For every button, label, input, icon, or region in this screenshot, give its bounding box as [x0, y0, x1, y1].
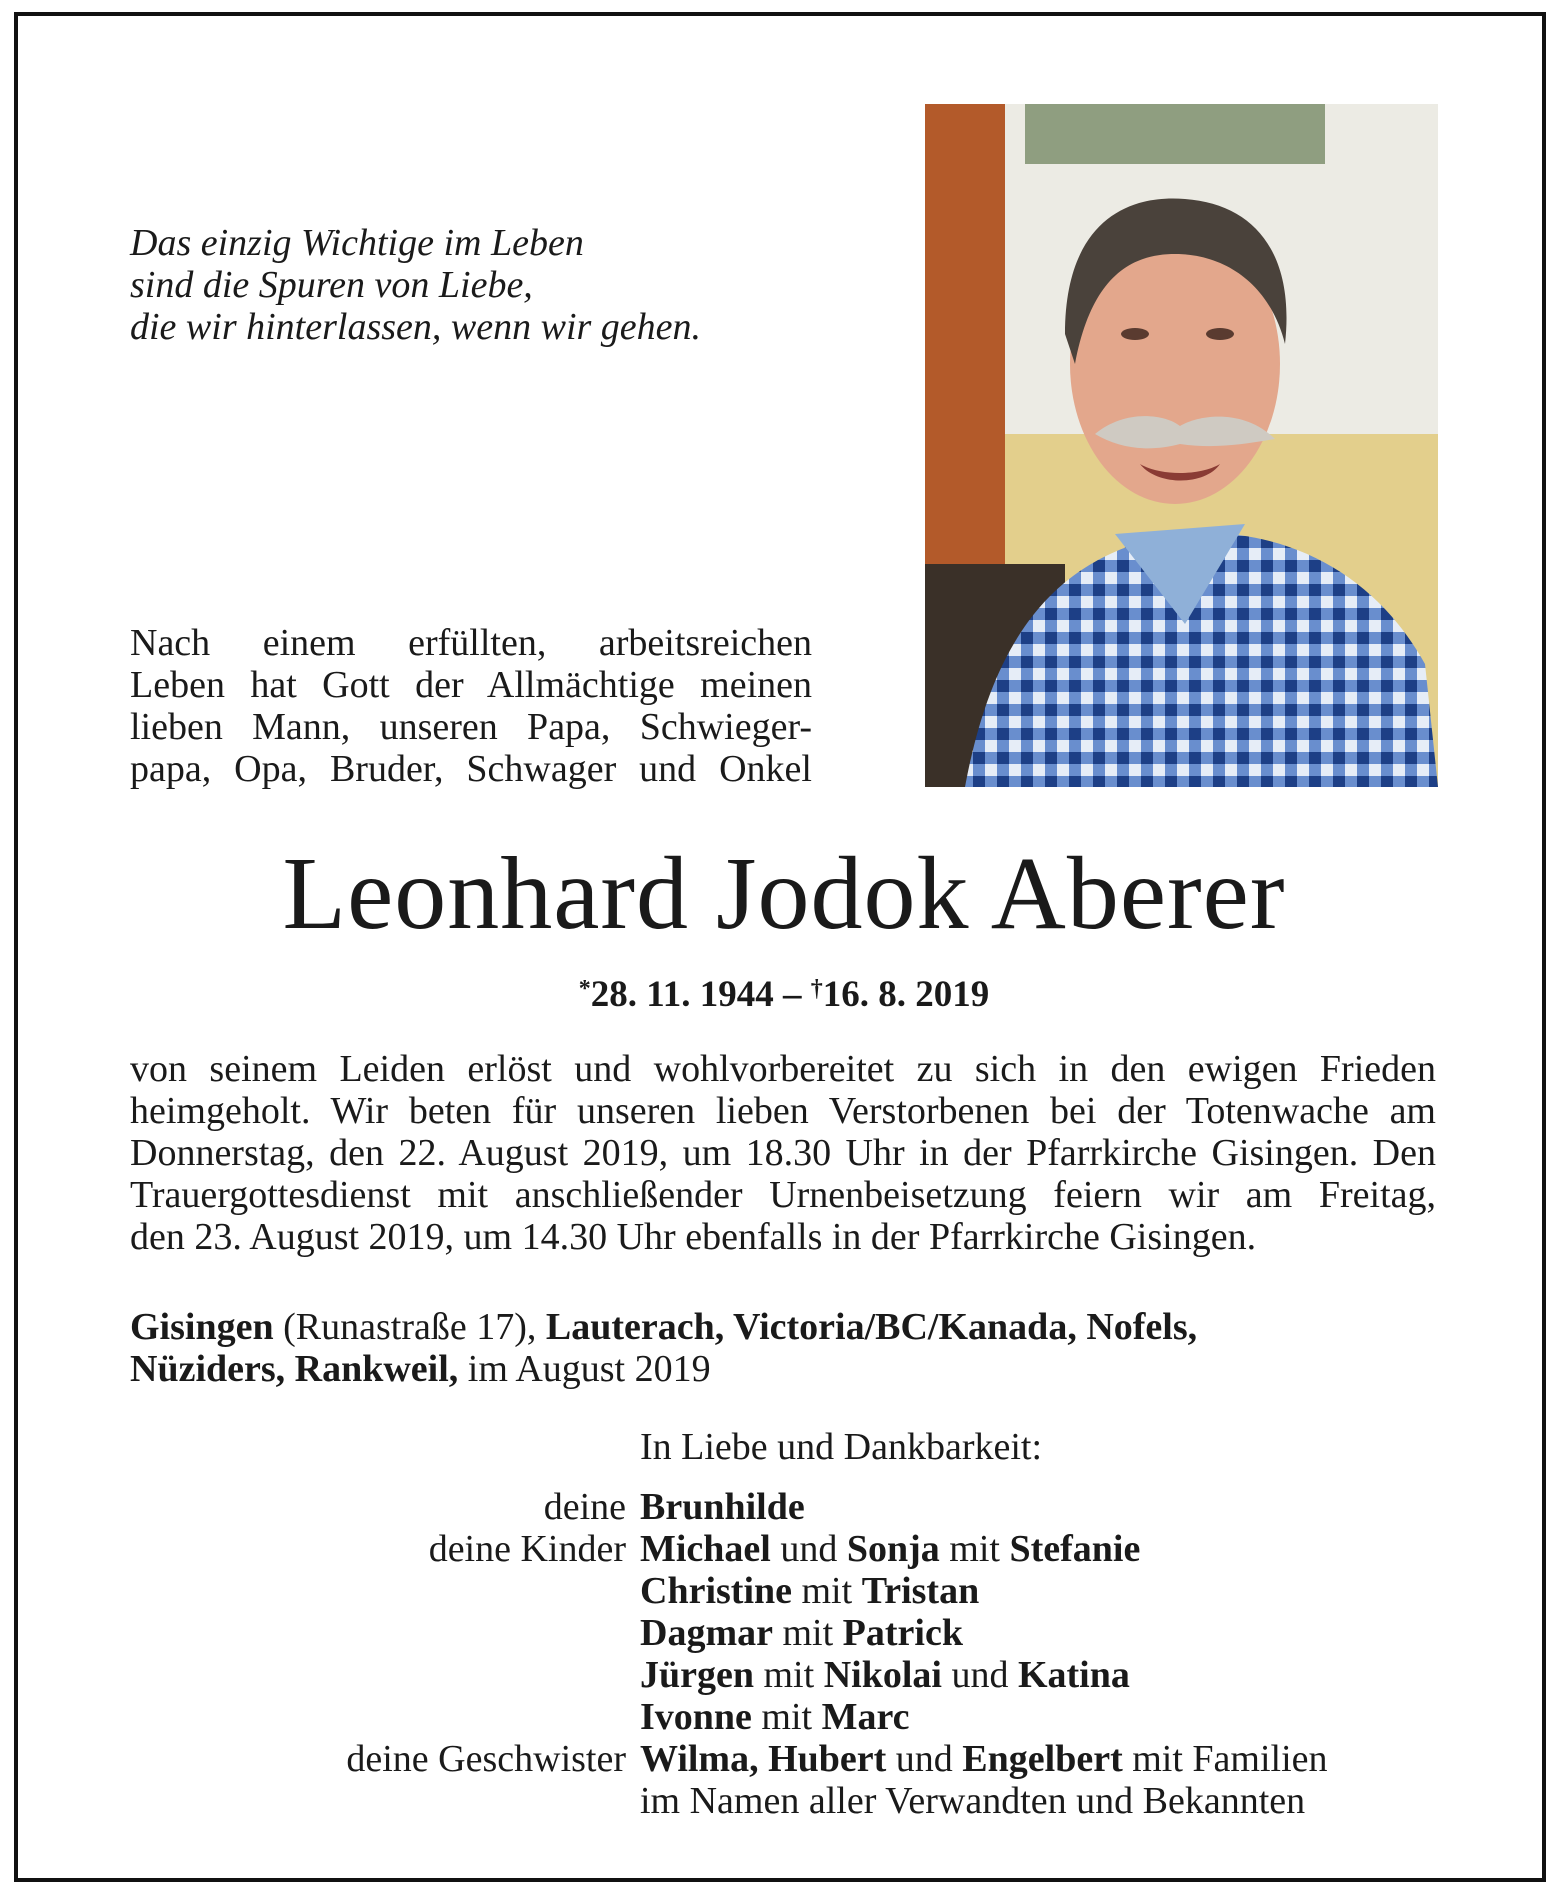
child-name: Ivonne	[640, 1696, 752, 1738]
intro-line: Nach einem erfüllten, arbeitsreichen	[130, 622, 812, 664]
grandchild-name: Nikolai	[823, 1654, 942, 1696]
place-address: (Runastraße 17),	[273, 1306, 546, 1348]
sibling-names: Wilma, Hubert	[640, 1738, 887, 1780]
signature-closing: im Namen aller Verwandten und Bekannten	[640, 1780, 1306, 1822]
intro-line: lieben Mann, unseren Papa, Schwieger-	[130, 706, 812, 748]
portrait-photo	[925, 104, 1438, 787]
grandchild-name: Stefanie	[1009, 1528, 1141, 1570]
places-list-2: Nüziders, Rankweil,	[130, 1348, 459, 1390]
birth-symbol: *	[578, 976, 591, 1002]
quote-line: sind die Spuren von Liebe,	[130, 264, 533, 306]
places-line	[130, 1306, 1436, 1390]
intro-line: Leben hat Gott der Allmächtige meinen	[130, 664, 812, 706]
body-line: von seinem Leiden erlöst und wohlvorbereitet zu sich in den ewigen Frieden	[130, 1048, 1436, 1090]
life-dates	[0, 967, 1568, 1017]
partner-name: Patrick	[842, 1612, 963, 1654]
body-line: Trauergottesdienst mit anschließender Urnenbeisetzung feiern wir am Freitag,	[130, 1174, 1436, 1216]
child-name: Jürgen	[640, 1654, 754, 1696]
quote-line: die wir hinterlassen, wenn wir gehen.	[130, 306, 702, 348]
announcement-body	[130, 1048, 1436, 1258]
signature-intro: In Liebe und Dankbarkeit:	[640, 1426, 1043, 1468]
wife-label: deine	[543, 1486, 626, 1528]
conjunction: mit	[772, 1612, 843, 1654]
deceased-name: Leonhard Jodok Aberer	[282, 836, 1286, 951]
partner-name: Marc	[821, 1696, 910, 1738]
child-name: Michael	[640, 1528, 771, 1570]
date-separator: –	[773, 974, 811, 1015]
body-line: Donnerstag, den 22. August 2019, um 18.30 Uhr in der Pfarrkirche Gisingen. Den	[130, 1132, 1436, 1174]
partner-name: Sonja	[846, 1528, 940, 1570]
siblings-label: deine Geschwister	[346, 1738, 626, 1780]
death-symbol: †	[810, 976, 823, 1002]
conjunction: mit	[939, 1528, 1010, 1570]
conjunction: mit	[751, 1696, 822, 1738]
sibling-name: Engelbert	[962, 1738, 1123, 1780]
portrait-illustration	[925, 104, 1438, 787]
intro-text	[130, 622, 812, 790]
motto-quote	[130, 222, 730, 348]
quote-line: Das einzig Wichtige im Leben	[130, 222, 584, 264]
child-name: Christine	[640, 1570, 792, 1612]
places-list: Lauterach, Victoria/BC/Kanada, Nofels,	[545, 1306, 1198, 1348]
families-note: mit Familien	[1122, 1738, 1328, 1780]
conjunction: und	[886, 1738, 963, 1780]
conjunction: mit	[754, 1654, 824, 1696]
body-line: heimgeholt. Wir beten für unseren lieben Verstorbenen bei der Totenwache am	[130, 1090, 1436, 1132]
intro-line: papa, Opa, Bruder, Schwager und Onkel	[130, 748, 812, 790]
child-name: Dagmar	[640, 1612, 773, 1654]
place-date: im August 2019	[458, 1348, 711, 1390]
grandchild-name: Tristan	[861, 1570, 980, 1612]
grandchild-name: Katina	[1017, 1654, 1130, 1696]
conjunction: mit	[792, 1570, 862, 1612]
birth-date: 28. 11. 1944	[590, 974, 774, 1015]
place-gisingen: Gisingen	[130, 1306, 274, 1348]
children-label: deine Kinder	[428, 1528, 626, 1570]
body-line: den 23. August 2019, um 14.30 Uhr ebenfalls in der Pfarrkirche Gisingen.	[130, 1216, 1257, 1258]
conjunction: und	[770, 1528, 847, 1570]
wife-name: Brunhilde	[640, 1486, 805, 1528]
conjunction: und	[941, 1654, 1018, 1696]
death-date: 16. 8. 2019	[822, 974, 990, 1015]
mourners-signature	[0, 1426, 1568, 1822]
